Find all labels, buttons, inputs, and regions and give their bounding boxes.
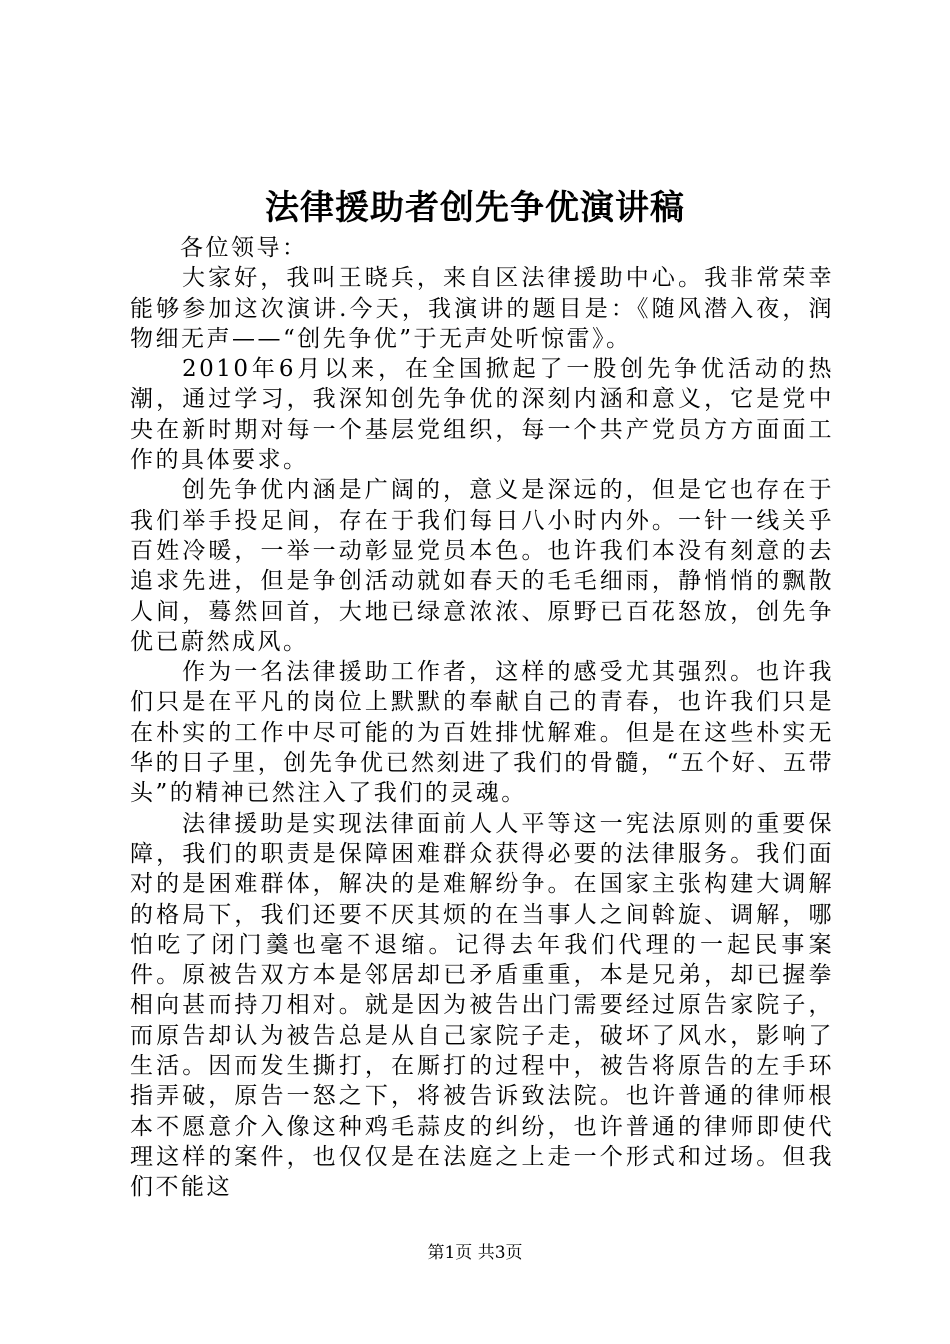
document-title: 法律援助者创先争优演讲稿 <box>265 188 685 228</box>
paragraph-3: 创先争优内涵是广阔的，意义是深远的，但是它也存在于我们举手投足间，存在于我们每日八小时内外。一针一线关乎百姓冷暖，一举一动彰显党员本色。也许我们本没有刻意的去追求先进，但是争创活动就如春天的毛毛细雨，静悄悄的飘散人间，蓦然回首，大地已绿意浓浓、原野已百花怒放，创先争优已蔚然成风。 <box>130 477 834 655</box>
paragraph-5: 法律援助是实现法律面前人人平等这一宪法原则的重要保障，我们的职责是保障困难群众获得必要的法律服务。我们面对的是困难群体，解决的是难解纷争。在国家主张构建大调解的格局下，我们还要不厌其烦的在当事人之间斡旋、调解，哪怕吃了闭门羹也毫不退缩。记得去年我们代理的一起民事案件。原被告双方本是邻居却已矛盾重重，本是兄弟，却已握拳相向甚而持刀相对。就是因为被告出门需要经过原告家院子，而原告却认为被告总是从自己家院子走，破坏了风水，影响了生活。因而发生撕打，在厮打的过程中，被告将原告的左手环指弄破，原告一怒之下，将被告诉致法院。也许普通的律师根本不愿意介入像这种鸡毛蒜皮的纠纷，也许普通的律师即使代理这样的案件，也仅仅是在法庭之上走一个形式和过场。但我们不能这 <box>130 810 834 1201</box>
paragraph-1: 大家好，我叫王晓兵，来自区法律援助中心。我非常荣幸能够参加这次演讲.今天，我演讲的题目是：《随风潜入夜，润物细无声——“创先争优”于无声处听惊雷》。 <box>130 265 834 352</box>
paragraph-2: 2010年6月以来，在全国掀起了一股创先争优活动的热潮，通过学习，我深知创先争优的深刻内涵和意义，它是党中央在新时期对每一个基层党组织，每一个共产党员方方面面工作的具体要求。 <box>130 356 834 474</box>
greeting-line: 各位领导： <box>180 235 308 261</box>
document-body <box>130 233 834 1203</box>
page-footer: 第1页 共3页 <box>427 1243 523 1263</box>
paragraph-4: 作为一名法律援助工作者，这样的感受尤其强烈。也许我们只是在平凡的岗位上默默的奉献自己的青春，也许我们只是在朴实的工作中尽可能的为百姓排忧解难。但是在这些朴实无华的日子里，创先争优已然刻进了我们的骨髓，“五个好、五带头”的精神已然注入了我们的灵魂。 <box>130 659 834 807</box>
